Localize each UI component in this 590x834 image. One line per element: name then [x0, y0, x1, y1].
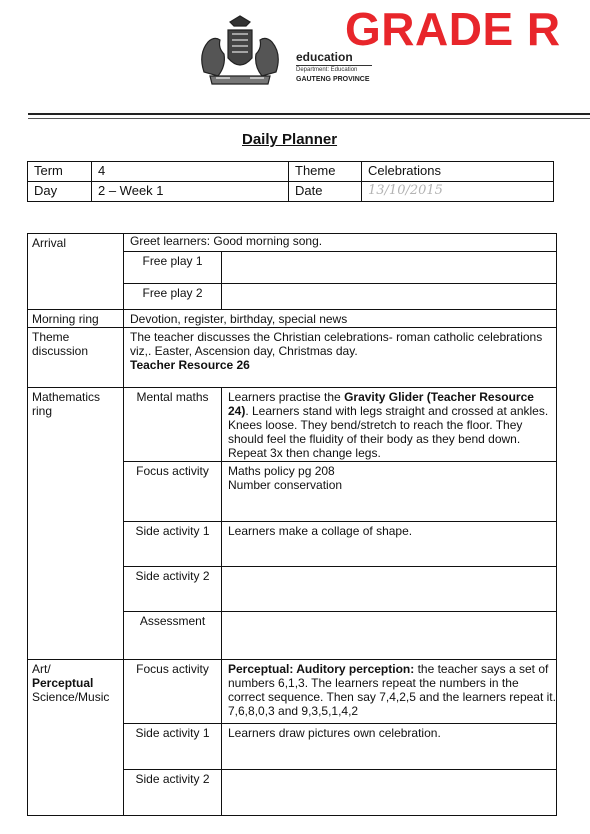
date-label: Date [289, 182, 362, 202]
planner-table [27, 233, 557, 816]
theme-value: Celebrations [362, 162, 554, 182]
art-focus-body: the teacher says a set of numbers 6,1,3. The learners repeat the numbers in the correct sequence. Then say 7,4,2,5 and the learners repeat it. 7,6,8,0,3 and 9,3,5,1,4,2 [228, 662, 556, 718]
term-label: Term [28, 162, 92, 182]
header-rule-thin [28, 118, 590, 119]
art-perceptual-label [28, 660, 124, 816]
mental-maths-label: Mental maths [124, 388, 222, 462]
maths-policy: Maths policy pg 208 [228, 464, 335, 478]
assessment-label: Assessment [124, 612, 222, 660]
theme-discussion-label: Theme discussion [28, 328, 124, 388]
free-play-2-cell [222, 284, 557, 310]
theme-discussion-text: The teacher discusses the Christian celebrations- roman catholic celebrations viz,. Easter, Ascension day, Christmas day. [130, 330, 543, 358]
theme-label: Theme [289, 162, 362, 182]
mental-maths-post: . Learners stand with legs straight and crossed at ankles. Knees loose. They bend/stretch to reach the floor. They should feel the fluidity of their body as they bend down. Repeat 3x then change legs. [228, 404, 549, 460]
art-focus-text [222, 660, 557, 724]
day-value: 2 – Week 1 [92, 182, 289, 202]
term-value: 4 [92, 162, 289, 182]
art-focus-activity-label: Focus activity [124, 660, 222, 724]
arrival-label: Arrival [28, 234, 124, 310]
perceptual-label: Perceptual [32, 676, 94, 690]
day-label: Day [28, 182, 92, 202]
side-activity-1-text: Learners make a collage of shape. [222, 522, 557, 567]
art-side-activity-1-label: Side activity 1 [124, 724, 222, 770]
province-name: GAUTENG PROVINCE [296, 76, 370, 83]
assessment-cell [222, 612, 557, 660]
art-label: Art/ [32, 662, 51, 676]
morning-ring-label: Morning ring [28, 310, 124, 328]
header-rule [28, 113, 590, 115]
arrival-greet: Greet learners: Good morning song. [124, 234, 557, 252]
art-side-activity-1-text: Learners draw pictures own celebration. [222, 724, 557, 770]
art-side-activity-2-label: Side activity 2 [124, 770, 222, 816]
department-subtitle: Department: Education [296, 67, 358, 73]
free-play-1-label: Free play 1 [124, 252, 222, 284]
morning-ring-text: Devotion, register, birthday, special news [124, 310, 557, 328]
mental-maths-text [222, 388, 557, 462]
gravity-glider: Gravity Glider (Teacher Resource 24) [228, 390, 534, 418]
mental-maths-pre: Learners practise the [228, 390, 345, 404]
department-name: education [296, 50, 353, 64]
page-title: Daily Planner [242, 131, 338, 148]
science-music-label: Science/Music [32, 690, 110, 704]
coat-of-arms-logo [190, 14, 290, 92]
info-table [27, 161, 554, 202]
side-activity-1-label: Side activity 1 [124, 522, 222, 567]
grade-heading: GRADE R [345, 3, 561, 55]
art-side-activity-2-cell [222, 770, 557, 816]
side-activity-2-label: Side activity 2 [124, 567, 222, 612]
teacher-resource: Teacher Resource 26 [130, 358, 250, 372]
focus-activity-cell [222, 462, 557, 522]
theme-discussion-cell [124, 328, 557, 388]
auditory-perception: Perceptual: Auditory perception: [228, 662, 415, 676]
side-activity-2-cell [222, 567, 557, 612]
free-play-2-label: Free play 2 [124, 284, 222, 310]
number-conservation: Number conservation [228, 478, 343, 492]
focus-activity-label: Focus activity [124, 462, 222, 522]
department-divider [296, 65, 372, 66]
date-value: 13/10/2015 [362, 182, 554, 202]
free-play-1-cell [222, 252, 557, 284]
maths-ring-label: Mathematics ring [28, 388, 124, 660]
